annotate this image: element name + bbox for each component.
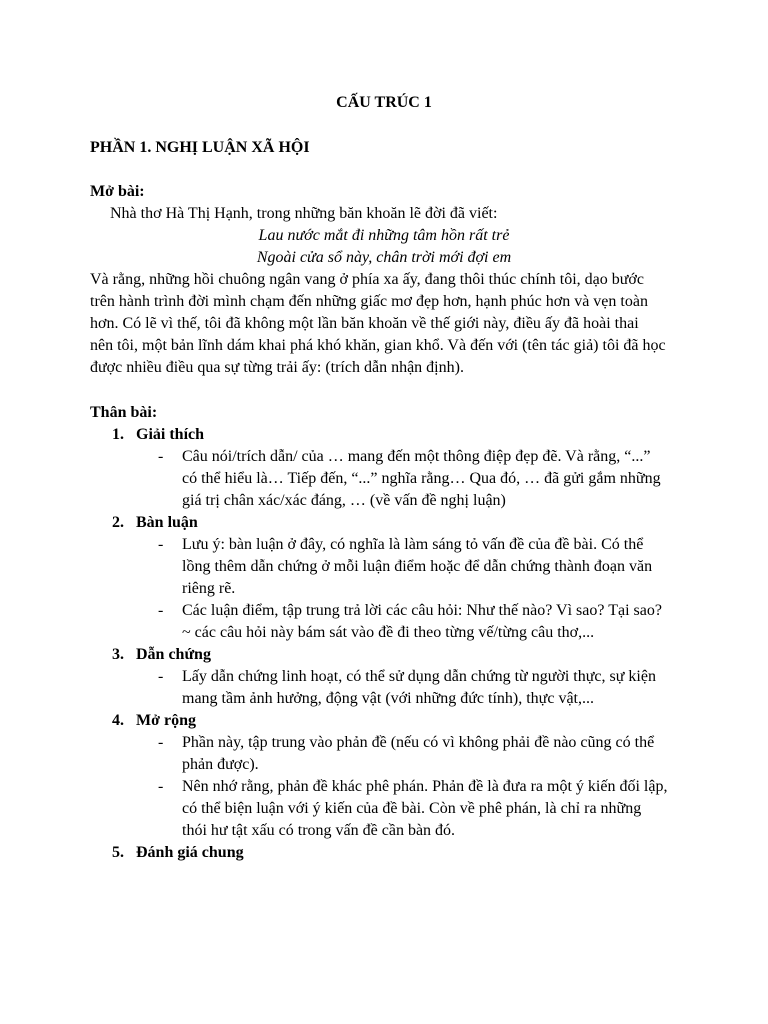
- bullet-line: phản được).: [182, 756, 259, 773]
- section-title-text: Dẫn chứng: [136, 646, 211, 663]
- than-bai-outline: [90, 424, 690, 864]
- document-title: CẤU TRÚC 1: [336, 94, 432, 111]
- bullet-dash: -: [158, 734, 164, 751]
- section-number: 2.: [112, 514, 124, 531]
- bullet-line: Phần này, tập trung vào phản đề (nếu có vì không phải đề nào cũng có thể: [182, 734, 655, 751]
- bullet-item: [90, 534, 687, 600]
- section-title: [90, 710, 690, 732]
- bullet-line: thói hư tật xấu có trong vấn đề cần bàn đó.: [182, 822, 456, 839]
- bullet-dash: -: [158, 602, 164, 619]
- bullet-item: [90, 776, 687, 842]
- mo-bai-intro: Nhà thơ Hà Thị Hạnh, trong những băn khoăn lẽ đời đã viết:: [110, 205, 498, 222]
- bullet-dash: -: [158, 448, 164, 465]
- bullet-line: Lấy dẫn chứng linh hoạt, có thể sử dụng dẫn chứng từ người thực, sự kiện: [182, 668, 656, 685]
- bullet-line: có thể biện luận với ý kiến của đề bài. Còn về phê phán, là chỉ ra những: [182, 800, 642, 817]
- section-number: 3.: [112, 646, 124, 663]
- bullet-item: [90, 666, 687, 710]
- bullet-line: Lưu ý: bàn luận ở đây, có nghĩa là làm sáng tỏ vấn đề của đề bài. Có thể: [182, 536, 644, 553]
- section-title-text: Bàn luận: [136, 514, 198, 531]
- part-heading: PHẦN 1. NGHỊ LUẬN XÃ HỘI: [90, 139, 310, 156]
- paragraph-line: Và rằng, những hồi chuông ngân vang ở phía xa ấy, đang thôi thúc chính tôi, dạo bước: [90, 271, 644, 288]
- section-title: [90, 512, 690, 534]
- section-title: [90, 644, 690, 666]
- bullet-line: Nên nhớ rằng, phản đề khác phê phán. Phản đề là đưa ra một ý kiến đối lập,: [182, 778, 668, 795]
- bullet-line: Các luận điểm, tập trung trả lời các câu hỏi: Như thế nào? Vì sao? Tại sao?: [182, 602, 662, 619]
- bullet-dash: -: [158, 668, 164, 685]
- section-title-text: Giải thích: [136, 426, 205, 443]
- than-bai-heading: Thân bài:: [90, 404, 158, 421]
- mo-bai-paragraph: [90, 269, 670, 379]
- section-number: 5.: [112, 844, 124, 861]
- poem-line: Lau nước mắt đi những tâm hồn rất trẻ: [258, 227, 510, 244]
- bullet-line: mang tầm ảnh hưởng, động vật (với những đức tính), thực vật,...: [182, 690, 594, 707]
- bullet-item: [90, 600, 687, 644]
- section-number: 4.: [112, 712, 124, 729]
- section-title: [90, 842, 690, 864]
- poem-line: Ngoài cửa sổ này, chân trời mới đợi em: [256, 249, 512, 266]
- bullet-item: [90, 446, 687, 512]
- section-number: 1.: [112, 426, 124, 443]
- bullet-line: giá trị chân xác/xác đáng, … (về vấn đề nghị luận): [182, 492, 506, 509]
- section-title-text: Đánh giá chung: [136, 844, 244, 861]
- bullet-dash: -: [158, 778, 164, 795]
- bullet-line: riêng rẽ.: [182, 580, 236, 597]
- paragraph-line: trên hành trình đời mình chạm đến những giấc mơ đẹp hơn, hạnh phúc hơn và vẹn toàn: [90, 293, 648, 310]
- paragraph-line: được nhiều điều qua sự từng trải ấy: (trích dẫn nhận định).: [90, 359, 464, 376]
- section-title-text: Mở rộng: [136, 712, 196, 729]
- mo-bai-heading: Mở bài:: [90, 183, 145, 200]
- bullet-line: lồng thêm dẫn chứng ở mỗi luận điểm hoặc để dẫn chứng thành đoạn văn: [182, 558, 653, 575]
- section-title: [90, 424, 690, 446]
- paragraph-line: nên tôi, một bản lĩnh dám khai phá khó khăn, gian khổ. Và đến với (tên tác giả) tôi đã học: [90, 337, 666, 354]
- bullet-line: Câu nói/trích dẫn/ của … mang đến một thông điệp đẹp đẽ. Và rằng, “...”: [182, 448, 651, 465]
- paragraph-line: hơn. Có lẽ vì thế, tôi đã không một lần băn khoăn về thế giới này, điều ấy đã hoài thai: [90, 315, 639, 332]
- bullet-dash: -: [158, 536, 164, 553]
- bullet-item: [90, 732, 687, 776]
- bullet-line: có thể hiểu là… Tiếp đến, “...” nghĩa rằng… Qua đó, … đã gửi gắm những: [182, 470, 661, 487]
- bullet-line: ~ các câu hỏi này bám sát vào đề đi theo từng vế/từng câu thơ,...: [182, 624, 595, 641]
